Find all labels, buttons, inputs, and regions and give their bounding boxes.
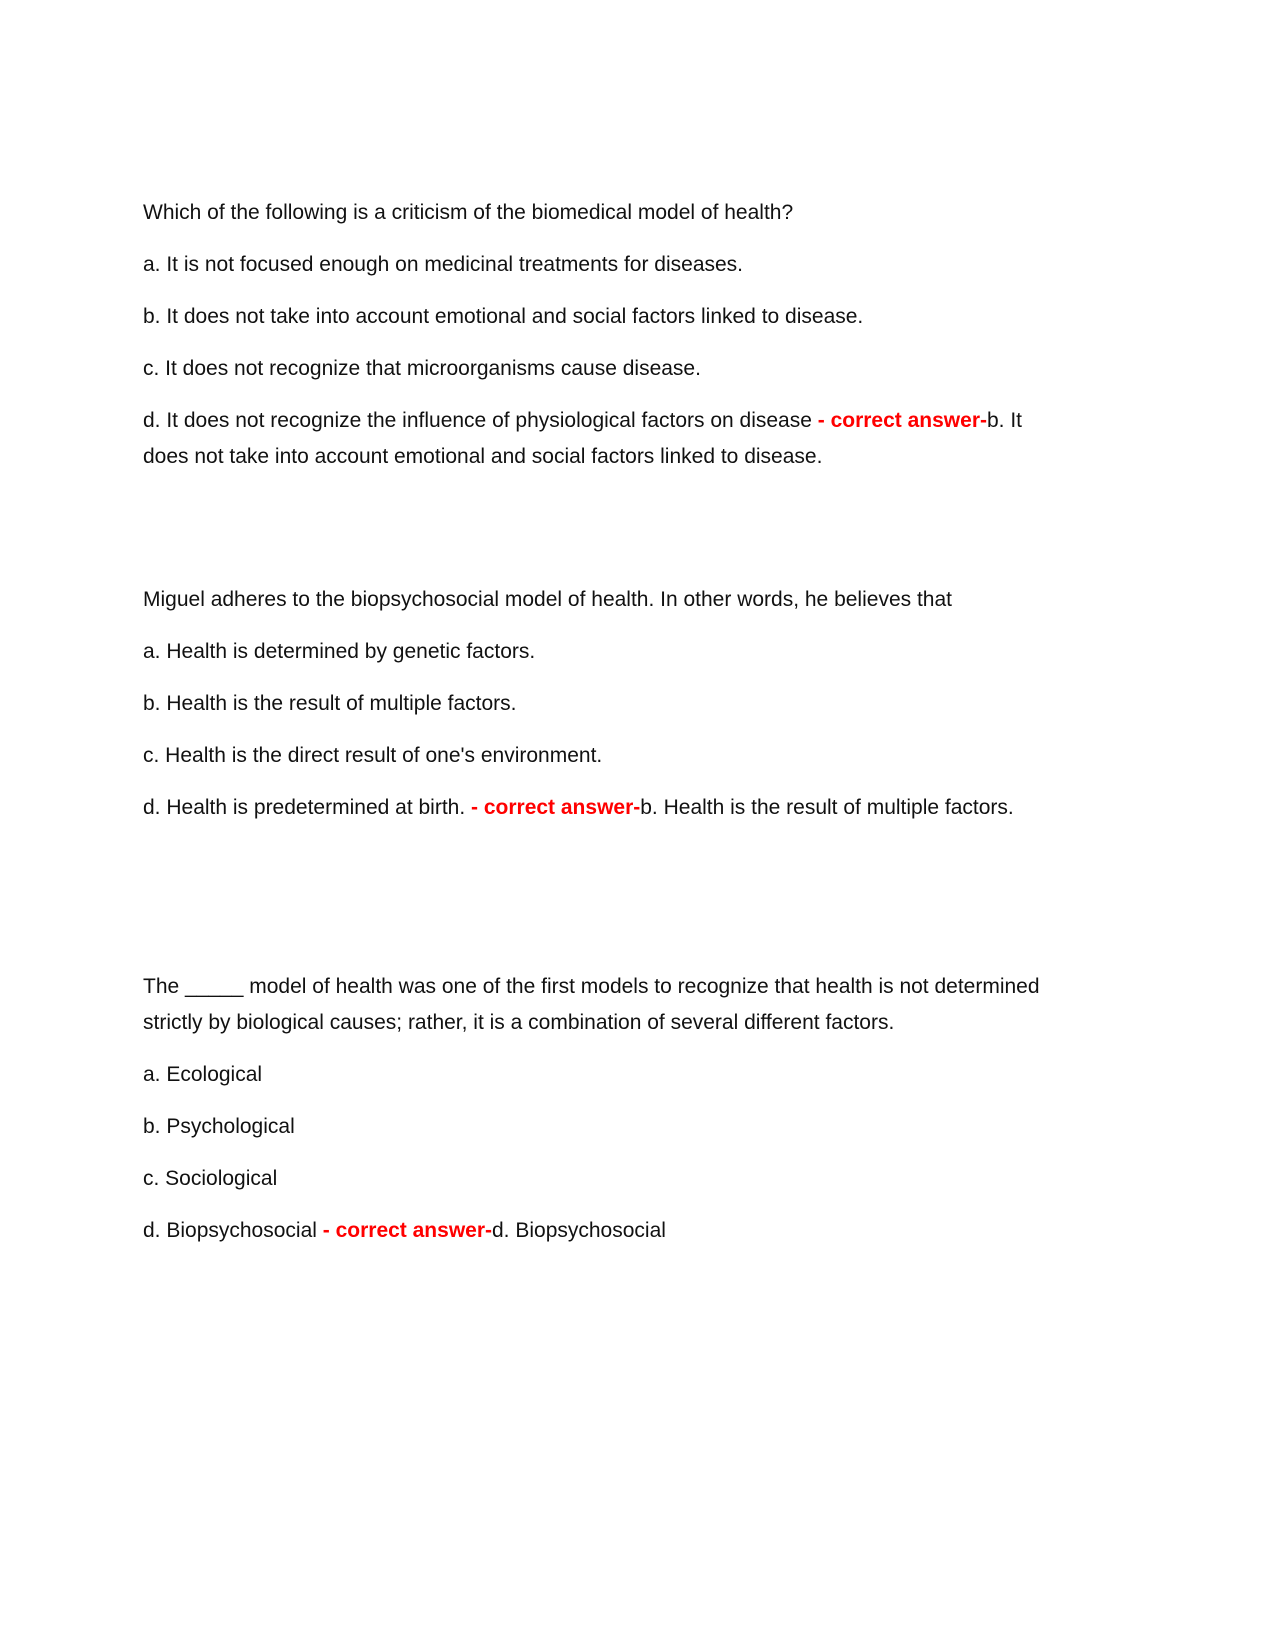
- question-1: [143, 195, 1068, 491]
- correct-answer-marker: - correct answer-: [471, 796, 641, 819]
- question-stem: Miguel adheres to the biopsychosocial model of health. In other words, he believes that: [143, 588, 952, 611]
- option-c: c. It does not recognize that microorganisms cause disease.: [143, 357, 701, 380]
- correct-answer-marker: - correct answer-: [817, 409, 987, 432]
- option-a: a. Health is determined by genetic factors.: [143, 640, 536, 663]
- option-d: d. Health is predetermined at birth.: [143, 796, 472, 819]
- option-a: a. It is not focused enough on medicinal treatments for diseases.: [143, 253, 744, 276]
- question-stem: The _____ model of health was one of the first models to recognize that health is not determined strictly by biological causes; rather, it is a combination of several different factors.: [143, 975, 1040, 1034]
- option-b: b. Psychological: [143, 1115, 295, 1138]
- option-b: b. Health is the result of multiple factors.: [143, 692, 517, 715]
- option-c: c. Health is the direct result of one's environment.: [143, 744, 603, 767]
- answer-text: d. Biopsychosocial: [492, 1219, 666, 1242]
- option-d-with-answer: [143, 790, 1068, 826]
- answer-text: b. Health is the result of multiple factors.: [640, 796, 1014, 819]
- option-d-with-answer: [143, 1213, 1068, 1249]
- question-3: [143, 969, 1068, 1265]
- option-b: b. It does not take into account emotional and social factors linked to disease.: [143, 305, 864, 328]
- option-d: d. Biopsychosocial: [143, 1219, 323, 1242]
- question-2: [143, 582, 1068, 842]
- option-d: d. It does not recognize the influence of physiological factors on disease: [143, 409, 818, 432]
- correct-answer-marker: - correct answer-: [322, 1219, 492, 1242]
- option-a: a. Ecological: [143, 1063, 263, 1086]
- answer-text: b. It does not take into account emotional and social factors linked to disease.: [143, 409, 1023, 468]
- option-c: c. Sociological: [143, 1167, 278, 1190]
- option-d-with-answer: [143, 403, 1068, 475]
- question-stem: Which of the following is a criticism of the biomedical model of health?: [143, 201, 794, 224]
